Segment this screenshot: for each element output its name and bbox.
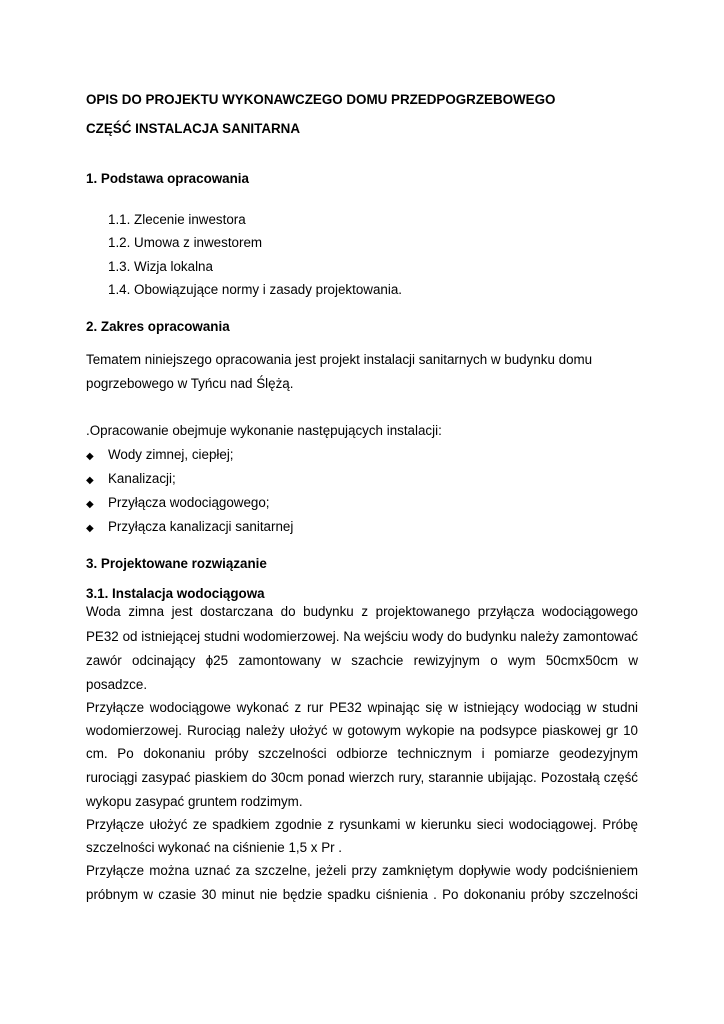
paragraph-line: rurociągi zasypać piaskiem do 30cm ponad wierzch rury, starannie ubijając. Pozostałą część [86, 770, 638, 785]
paragraph-line: posadzce. [86, 677, 148, 692]
paragraph-line: Woda zimna jest dostarczana do budynku z projektowanego przyłącza wodociągowego [86, 604, 638, 619]
paragraph-line: zawór odcinający ϕ25 zamontowany w szachcie rewizyjnym o wym 50cmx50cm w [86, 653, 638, 668]
paragraph-line: Przyłącze wodociągowe wykonać z rur PE32 wpinając się w istniejący wodociąg w studni [86, 700, 638, 715]
bullet-item: ◆ Kanalizacji; [86, 471, 176, 489]
diamond-bullet-icon: ◆ [86, 475, 94, 486]
paragraph-line: wodomierzowej. Rurociąg należy ułożyć w gotowym wykopie na podsypce piaskowej gr 10 [86, 723, 638, 738]
document-subtitle: CZĘŚĆ INSTALACJA SANITARNA [86, 121, 300, 136]
paragraph-line: Przyłącze ułożyć ze spadkiem zgodnie z rysunkami w kierunku sieci wodociągowej. Próbę [86, 817, 638, 832]
list-item: 1.1. Zlecenie inwestora [108, 212, 246, 227]
section-3-heading: 3. Projektowane rozwiązanie [86, 556, 267, 571]
paragraph-line: szczelności wykonać na ciśnienie 1,5 x Pr . [86, 840, 343, 855]
paragraph-line: cm. Po dokonaniu próby szczelności odbiorze technicznym i pomiarze geodezyjnym [86, 746, 638, 761]
bullet-item: ◆ Przyłącza wodociągowego; [86, 495, 270, 513]
diamond-bullet-icon: ◆ [86, 451, 94, 462]
paragraph-line: wykopu zasypać gruntem rodzimym. [86, 794, 303, 809]
paragraph-line: próbnym w czasie 30 minut nie będzie spadku ciśnienia . Po dokonaniu próby szczelności [86, 887, 638, 902]
list-item: 1.2. Umowa z inwestorem [108, 235, 263, 250]
section-1-heading: 1. Podstawa opracowania [86, 171, 249, 186]
list-item: 1.4. Obowiązujące normy i zasady projektowania. [108, 282, 402, 297]
diamond-bullet-icon: ◆ [86, 523, 94, 534]
paragraph-line: Tematem niniejszego opracowania jest projekt instalacji sanitarnych w budynku domu [86, 352, 593, 367]
paragraph-line: Przyłącze można uznać za szczelne, jeżeli przy zamkniętym dopływie wody podciśnieniem [86, 863, 638, 878]
bullet-item: ◆ Przyłącza kanalizacji sanitarnej [86, 519, 293, 537]
diamond-bullet-icon: ◆ [86, 499, 94, 510]
section-2-heading: 2. Zakres opracowania [86, 319, 230, 334]
list-intro: .Opracowanie obejmuje wykonanie następujących instalacji: [86, 423, 442, 438]
bullet-item: ◆ Wody zimnej, ciepłej; [86, 447, 234, 465]
list-item: 1.3. Wizja lokalna [108, 259, 213, 274]
paragraph-line: pogrzebowego w Tyńcu nad Ślężą. [86, 376, 294, 391]
paragraph-line: PE32 od istniejącej studni wodomierzowej. Na wejściu wody do budynku należy zamontować [86, 629, 638, 644]
section-3-1-heading: 3.1. Instalacja wodociągowa [86, 586, 265, 601]
document-title: OPIS DO PROJEKTU WYKONAWCZEGO DOMU PRZEDPOGRZEBOWEGO [86, 92, 556, 107]
